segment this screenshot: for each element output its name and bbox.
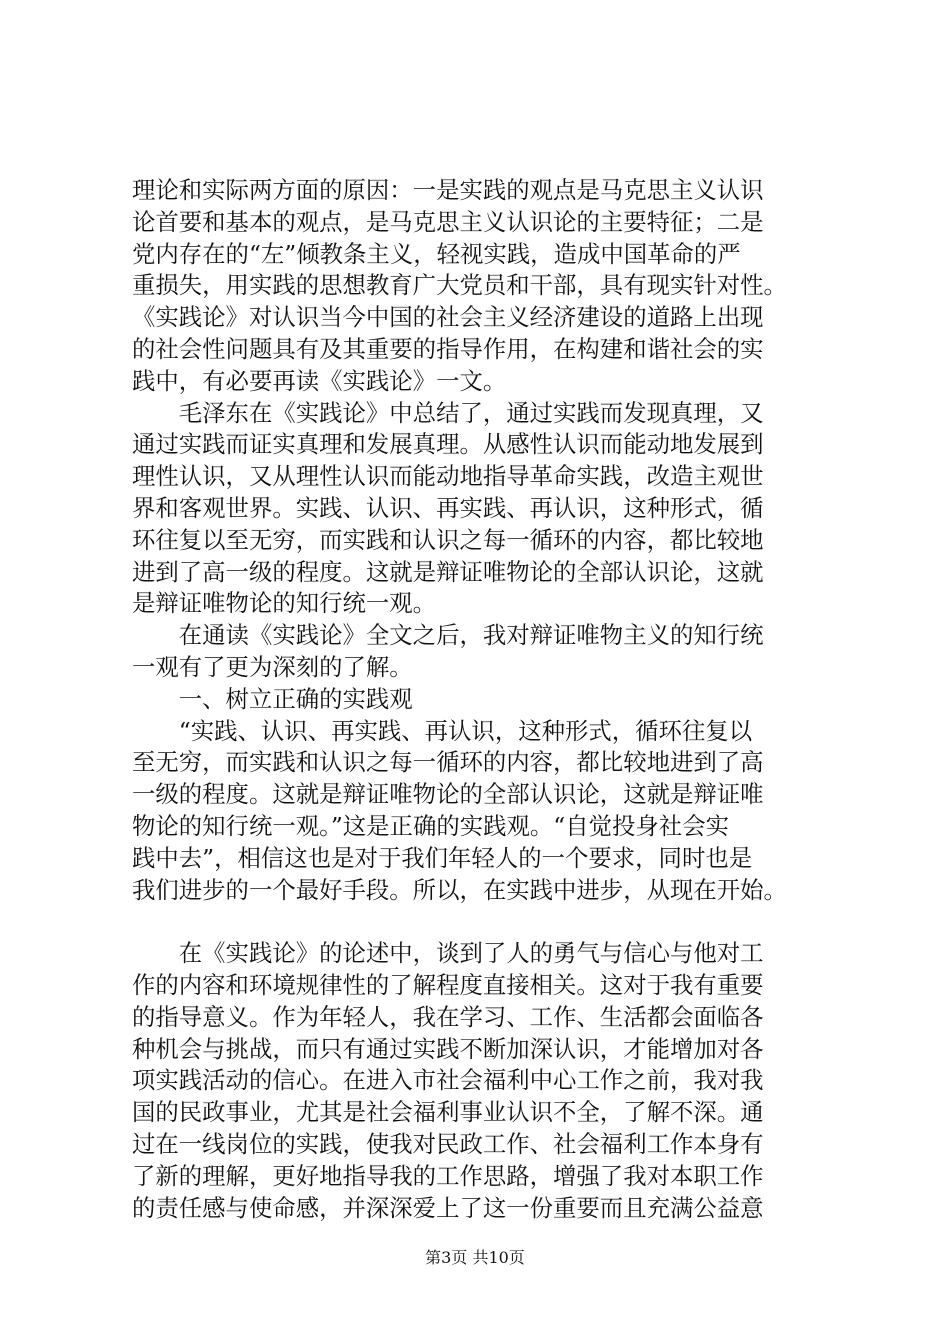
text-line: 了新的理解，更好地指导我的工作思路，增强了我对本职工作 — [132, 1161, 764, 1190]
text-block-1 — [132, 175, 848, 906]
text-line: 党内存在的“左”倾教条主义，轻视实践，造成中国革命的严 — [132, 239, 741, 268]
paragraph-gap — [132, 906, 848, 938]
text-line: 界和客观世界。实践、认识、再实践、再认识，这种形式，循 — [132, 493, 764, 522]
text-line: 是辩证唯物论的知行统一观。 — [132, 589, 437, 618]
text-line: 进到了高一级的程度。这就是辩证唯物论的全部认识论，这就 — [132, 557, 764, 586]
text-line: 践中，有必要再读《实践论》一文。 — [132, 366, 507, 395]
text-line: 理性认识，又从理性认识而能动地指导革命实践，改造主观世 — [132, 462, 764, 491]
text-line: 践中去”，相信这也是对于我们年轻人的一个要求，同时也是 — [132, 843, 753, 872]
text-line: “实践、认识、再实践、再认识，这种形式，循环往复以 — [132, 716, 753, 745]
text-line: 在《实践论》的论述中，谈到了人的勇气与信心与他对工 — [132, 939, 764, 968]
text-line: 过在一线岗位的实践，使我对民政工作、社会福利工作本身有 — [132, 1129, 764, 1158]
text-line: 毛泽东在《实践论》中总结了，通过实践而发现真理，又 — [132, 398, 764, 427]
text-line: 种机会与挑战，而只有通过实践不断加深认识，才能增加对各 — [132, 1034, 764, 1063]
text-block-2 — [132, 938, 848, 1224]
page-number: 第3页 共10页 — [425, 1248, 525, 1267]
text-line: 环往复以至无穷，而实践和认识之每一循环的内容，都比较地 — [132, 525, 764, 554]
text-line: 理论和实际两方面的原因：一是实践的观点是马克思主义认识 — [132, 176, 764, 204]
text-line: 一级的程度。这就是辩证唯物论的全部认识论，这就是辩证唯 — [132, 780, 764, 809]
text-line: 《实践论》对认识当今中国的社会主义经济建设的道路上出现 — [132, 303, 764, 332]
text-line: 一、树立正确的实践观 — [132, 684, 413, 713]
text-line: 论首要和基本的观点，是马克思主义认识论的主要特征；二是 — [132, 207, 764, 236]
text-line: 项实践活动的信心。在进入市社会福利中心工作之前，我对我 — [132, 1066, 764, 1095]
text-line: 国的民政事业，尤其是社会福利事业认识不全，了解不深。通 — [132, 1098, 764, 1127]
page-footer — [0, 1248, 950, 1268]
text-line: 一观有了更为深刻的了解。 — [132, 652, 413, 681]
text-line: 物论的知行统一观。”这是正确的实践观。“自觉投身社会实 — [132, 811, 729, 840]
text-line: 的责任感与使命感，并深深爱上了这一份重要而且充满公益意 — [132, 1193, 764, 1222]
text-line: 重损失，用实践的思想教育广大党员和干部，具有现实针对性。 — [132, 271, 787, 300]
text-line: 在通读《实践论》全文之后，我对辩证唯物主义的知行统 — [132, 621, 764, 650]
text-line: 至无穷，而实践和认识之每一循环的内容，都比较地进到了高 — [132, 748, 764, 777]
document-body — [132, 175, 848, 1224]
text-line: 作的内容和环境规律性的了解程度直接相关。这对于我有重要 — [132, 970, 764, 999]
text-line: 的社会性问题具有及其重要的指导作用，在构建和谐社会的实 — [132, 334, 764, 363]
text-line: 通过实践而证实真理和发展真理。从感性认识而能动地发展到 — [132, 430, 764, 459]
text-line: 我们进步的一个最好手段。所以，在实践中进步，从现在开始。 — [132, 875, 787, 904]
text-line: 的指导意义。作为年轻人，我在学习、工作、生活都会面临各 — [132, 1002, 764, 1031]
